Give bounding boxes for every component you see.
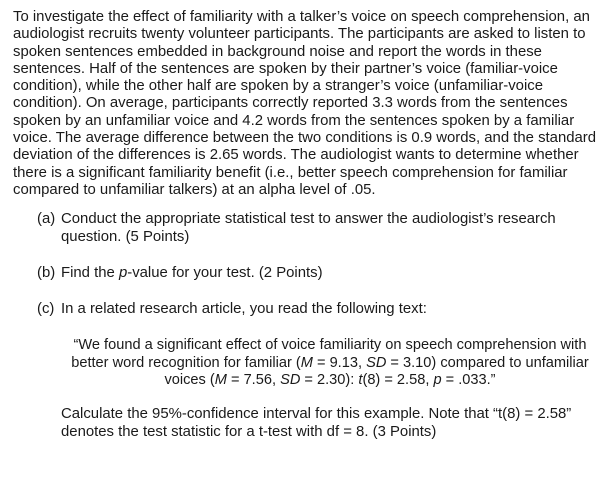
quote-part-2: = 9.13, (312, 354, 367, 371)
document (13, 9, 599, 460)
intro-paragraph: To investigate the effect of familiarity with a talker’s voice on speech comprehension, an audiologist recruits twenty volunteer participants. The participants are asked to listen to spoken sentences embedded in background noise and report the words in these sentences. Half of the sentences are spoken by their partner’s voice (familiar-voice condition), while the other half are spoken by a stranger’s voice (unfamiliar-voice condition). On average, participants correctly reported 3.3 words from the sentences spoken by an unfamiliar voice and 4.2 words from the sentences spoken by a familiar voice. The average difference between the two conditions is 0.9 words, and the standard deviation of the differences is 2.65 words. The audiologist wants to determine whether there is a significant familiarity benefit (i.e., better speech comprehension for familiar compared to unfamiliar talkers) at an alpha level of .05. (13, 9, 597, 198)
quote-part-5: = 2.30): (300, 372, 359, 389)
quote-t-symbol: t (358, 372, 363, 389)
quote-part-4: = 7.56, (226, 372, 281, 389)
quote-part-1: “We found a significant effect of voice familiarity on speech comprehension with better word recognition for familiar ( (71, 337, 587, 371)
question-b-text-after: -value for your test. (2 Points) (127, 264, 323, 281)
question-b (37, 265, 599, 282)
question-c (37, 301, 599, 441)
question-a (37, 211, 599, 246)
question-list (13, 211, 599, 441)
question-b-marker: (b) (37, 264, 56, 281)
quote-part-6: (8) = 2.58, (362, 372, 434, 389)
quote-m-symbol-2: M (214, 372, 227, 389)
quote-sd-symbol: SD (366, 354, 387, 371)
quote-sd-symbol-2: SD (280, 372, 301, 389)
question-a-text: Conduct the appropriate statistical test to answer the audiologist’s research question. (5 Points) (61, 211, 556, 245)
quote-part-7: = .033.” (441, 372, 496, 389)
quote-m-symbol: M (300, 354, 313, 371)
question-c-followup: Calculate the 95%-confidence interval for this example. Note that “t(8) = 2.58” denotes the test statistic for a t-test with df = 8. (3 Points) (61, 406, 572, 440)
quote-part-3: = 3.10) compared to unfamiliar voices ( (164, 354, 589, 389)
question-c-marker: (c) (37, 301, 55, 318)
quote-p-symbol: p (433, 372, 442, 389)
question-b-p-symbol: p (118, 264, 128, 281)
question-c-text: In a related research article, you read the following text: (61, 301, 427, 318)
research-quote (69, 337, 591, 389)
question-b-text (61, 265, 599, 282)
question-c-body (61, 301, 599, 441)
question-b-text-before: Find the (61, 264, 119, 281)
question-a-marker: (a) (37, 211, 56, 228)
